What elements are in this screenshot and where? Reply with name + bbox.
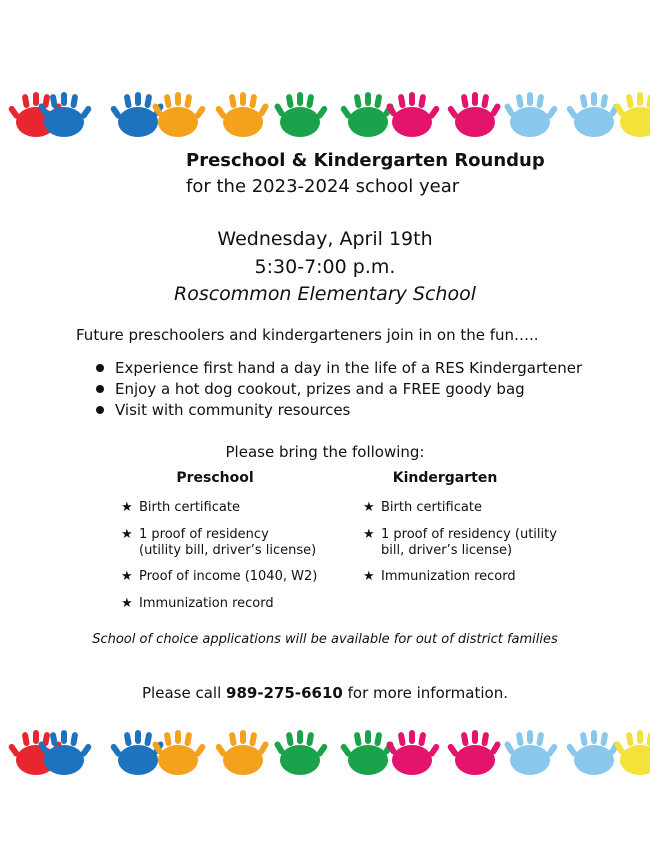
handprint-icon — [151, 92, 206, 137]
contact-line: Please call 989-275-6610 for more information. — [142, 684, 508, 702]
handprint-icon — [110, 730, 165, 775]
handprint-icon — [340, 92, 395, 137]
handprint-icon — [273, 92, 328, 137]
handprint-icon — [566, 92, 621, 137]
preschool-item: ★ Immunization record — [121, 596, 274, 611]
handprint-icon — [447, 92, 502, 137]
preschool-item: ★ Birth certificate — [121, 500, 240, 515]
handprint-icon — [503, 92, 558, 137]
handprint-icon — [385, 730, 440, 775]
event-time: 5:30-7:00 p.m. — [254, 256, 396, 278]
school-year-subtitle: for the 2023-2024 school year — [186, 176, 460, 197]
activity-list — [96, 359, 582, 422]
activity-item: Enjoy a hot dog cookout, prizes and a FREE goody bag — [96, 380, 582, 401]
bullet-icon — [96, 364, 104, 372]
bring-heading: Please bring the following: — [225, 443, 425, 461]
star-icon: ★ — [121, 500, 133, 515]
event-date: Wednesday, April 19th — [217, 228, 433, 250]
star-icon: ★ — [121, 527, 133, 542]
handprint-icon — [613, 730, 650, 775]
handprint-icon — [151, 730, 206, 775]
intro-text: Future preschoolers and kindergarteners join in on the fun….. — [76, 326, 539, 344]
star-icon: ★ — [363, 500, 375, 515]
event-location: Roscommon Elementary School — [174, 283, 476, 305]
handprint-border-top — [0, 80, 650, 150]
activity-item: Experience first hand a day in the life of a RES Kindergartener — [96, 359, 582, 380]
kindergarten-item: ★ Immunization record — [363, 569, 516, 584]
school-of-choice-note: School of choice applications will be available for out of district families — [92, 632, 558, 647]
handprint-icon — [566, 730, 621, 775]
handprint-border-bottom — [0, 718, 650, 788]
preschool-heading: Preschool — [176, 470, 254, 486]
kindergarten-item: ★ 1 proof of residency (utility bill, driver’s license) — [363, 527, 557, 558]
bullet-icon — [96, 406, 104, 414]
preschool-item: ★ 1 proof of residency (utility bill, driver’s license) — [121, 527, 317, 558]
handprint-icon — [273, 730, 328, 775]
handprint-icon — [503, 730, 558, 775]
handprint-icon — [215, 92, 270, 137]
bullet-icon — [96, 385, 104, 393]
handprint-icon — [340, 730, 395, 775]
activity-item: Visit with community resources — [96, 401, 582, 422]
kindergarten-item: ★ Birth certificate — [363, 500, 482, 515]
handprint-icon — [385, 92, 440, 137]
phone-number: 989-275-6610 — [226, 684, 343, 702]
handprint-icon — [110, 92, 165, 137]
star-icon: ★ — [363, 527, 375, 542]
flyer-title: Preschool & Kindergarten Roundup — [186, 150, 545, 171]
preschool-item: ★ Proof of income (1040, W2) — [121, 569, 318, 584]
handprint-icon — [215, 730, 270, 775]
handprint-icon — [613, 92, 650, 137]
star-icon: ★ — [121, 569, 133, 584]
kindergarten-heading: Kindergarten — [392, 470, 498, 486]
star-icon: ★ — [121, 596, 133, 611]
handprint-icon — [447, 730, 502, 775]
star-icon: ★ — [363, 569, 375, 584]
